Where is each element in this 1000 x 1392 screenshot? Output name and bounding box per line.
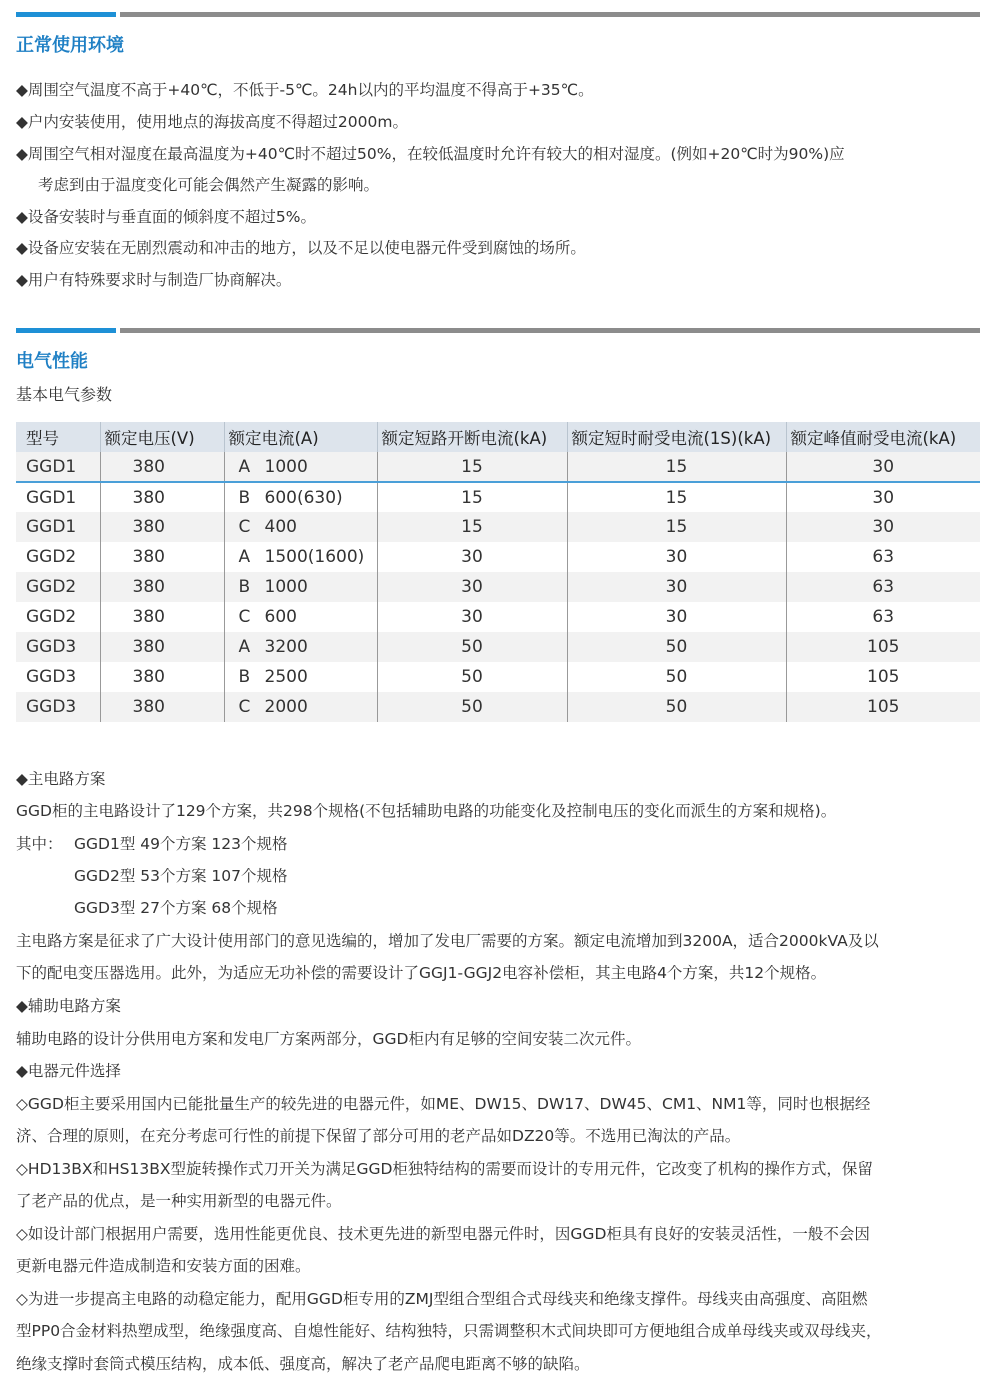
- env-item: ◆设备安装时与垂直面的倾斜度不超过5%。: [16, 208, 317, 226]
- scheme-line: GGD3型 27个方案 68个规格: [74, 899, 278, 917]
- env-item: ◆设备应安装在无剧烈震动和冲击的地方，以及不足以使电器元件受到腐蚀的场所。: [16, 239, 586, 257]
- cell-voltage: 380: [100, 692, 224, 722]
- current-value: 600: [264, 607, 297, 627]
- current-class: B: [238, 577, 251, 597]
- cell-current: [224, 542, 377, 572]
- current-value: 1000: [264, 456, 308, 477]
- aux-circuit-p: 辅助电路的设计分供用电方案和发电厂方案两部分，GGD柜内有足够的空间安装二次元件。: [16, 1030, 641, 1048]
- current-value: 400: [264, 517, 297, 537]
- table-row: [16, 512, 980, 542]
- component-p3-line2: 更新电器元件造成制造和安装方面的困难。: [16, 1257, 311, 1275]
- env-item: ◆周围空气相对湿度在最高温度为+40℃时不超过50%，在较低温度时允许有较大的相对湿度。(例如+20℃时为90%)应: [16, 145, 845, 163]
- among-label: 其中：: [16, 835, 63, 853]
- cell-model: GGD2: [16, 542, 100, 572]
- env-item: ◆周围空气温度不高于+40℃，不低于-5℃。24h以内的平均温度不得高于+35℃。: [16, 81, 594, 99]
- current-class: C: [238, 697, 251, 717]
- cell-break-current: 50: [377, 692, 567, 722]
- table-row: [16, 632, 980, 662]
- cell-model: GGD2: [16, 602, 100, 632]
- scheme-line: GGD1型 49个方案 123个规格: [74, 835, 288, 853]
- cell-break-current: 15: [377, 482, 567, 512]
- env-item: ◆户内安装使用，使用地点的海拔高度不得超过2000m。: [16, 113, 408, 131]
- component-p2-line1: ◇HD13BX和HS13BX型旋转操作式刀开关为满足GGD柜独特结构的需要而设计的专用元件，它改变了机构的操作方式，保留: [16, 1160, 873, 1178]
- cell-current: [224, 572, 377, 602]
- section-rule-elec: [16, 328, 980, 333]
- current-class: C: [238, 607, 251, 627]
- current-value: 1500(1600): [264, 547, 365, 567]
- section-title-env: 正常使用环境: [16, 35, 124, 56]
- component-p1-line1: ◇GGD柜主要采用国内已能批量生产的较先进的电器元件，如ME、DW15、DW17、DW45、CM1、NM1等，同时也根据经: [16, 1095, 871, 1113]
- params-table: [16, 422, 980, 722]
- cell-break-current: 15: [377, 512, 567, 542]
- table-row: [16, 482, 980, 512]
- main-circuit-p1: GGD柜的主电路设计了129个方案，共298个规格(不包括辅助电路的功能变化及控制电压的变化而派生的方案和规格)。: [16, 802, 837, 820]
- table-row: [16, 602, 980, 632]
- cell-current: [224, 632, 377, 662]
- main-circuit-p2-line2: 下的配电变压器选用。此外，为适应无功补偿的需要设计了GGJ1-GGJ2电容补偿柜，其主电路4个方案，共12个规格。: [16, 964, 827, 982]
- header-model: 型号: [16, 422, 100, 452]
- cell-peak-current: 105: [786, 692, 980, 722]
- cell-peak-current: 30: [786, 512, 980, 542]
- header-short-time-current: 额定短时耐受电流(1S)(kA): [567, 422, 786, 452]
- cell-model: GGD3: [16, 692, 100, 722]
- cell-short-time-current: 50: [567, 662, 786, 692]
- current-class: A: [238, 547, 251, 567]
- cell-peak-current: 105: [786, 632, 980, 662]
- cell-model: GGD2: [16, 572, 100, 602]
- cell-voltage: 380: [100, 572, 224, 602]
- cell-model: GGD3: [16, 662, 100, 692]
- table-row: [16, 542, 980, 572]
- cell-model: GGD1: [16, 482, 100, 512]
- component-p4-line3: 绝缘支撑时套筒式模压结构，成本低、强度高，解决了老产品爬电距离不够的缺陷。: [16, 1355, 590, 1373]
- current-class: A: [238, 456, 251, 477]
- component-title: ◆电器元件选择: [16, 1062, 121, 1080]
- cell-break-current: 30: [377, 572, 567, 602]
- cell-peak-current: 105: [786, 662, 980, 692]
- component-p1-line2: 济、合理的原则，在充分考虑可行性的前提下保留了部分可用的老产品如DZ20等。不选用已淘汰的产品。: [16, 1127, 741, 1145]
- env-item-cont: 考虑到由于温度变化可能会偶然产生凝露的影响。: [38, 176, 380, 194]
- cell-current: [224, 452, 377, 482]
- table-row: [16, 692, 980, 722]
- aux-circuit-title: ◆辅助电路方案: [16, 997, 121, 1015]
- cell-voltage: 380: [100, 452, 224, 482]
- current-class: C: [238, 517, 251, 537]
- cell-current: [224, 662, 377, 692]
- cell-break-current: 50: [377, 632, 567, 662]
- cell-voltage: 380: [100, 632, 224, 662]
- cell-peak-current: 30: [786, 482, 980, 512]
- current-value: 600(630): [264, 487, 343, 508]
- cell-peak-current: 63: [786, 602, 980, 632]
- current-class: B: [238, 487, 251, 508]
- cell-peak-current: 63: [786, 542, 980, 572]
- cell-short-time-current: 50: [567, 692, 786, 722]
- cell-short-time-current: 30: [567, 542, 786, 572]
- env-item: ◆用户有特殊要求时与制造厂协商解决。: [16, 271, 292, 289]
- cell-voltage: 380: [100, 662, 224, 692]
- current-value: 2000: [264, 697, 308, 717]
- component-p4-line1: ◇为进一步提高主电路的动稳定能力，配用GGD柜专用的ZMJ型组合型组合式母线夹和绝缘支撑件。母线夹由高强度、高阻燃: [16, 1290, 868, 1308]
- header-current: 额定电流(A): [224, 422, 377, 452]
- cell-current: [224, 482, 377, 512]
- cell-model: GGD1: [16, 512, 100, 542]
- current-value: 2500: [264, 667, 308, 687]
- current-class: B: [238, 667, 251, 687]
- table-row: [16, 452, 980, 482]
- table-row: [16, 572, 980, 602]
- scheme-line: GGD2型 53个方案 107个规格: [74, 867, 288, 885]
- cell-short-time-current: 30: [567, 572, 786, 602]
- header-break-current: 额定短路开断电流(kA): [377, 422, 567, 452]
- table-header-row: [16, 422, 980, 452]
- cell-short-time-current: 15: [567, 512, 786, 542]
- main-circuit-p2-line1: 主电路方案是征求了广大设计使用部门的意见选编的，增加了发电厂需要的方案。额定电流增加到3200A，适合2000kVA及以: [16, 932, 879, 950]
- cell-current: [224, 602, 377, 632]
- section-title-elec: 电气性能: [16, 351, 88, 372]
- header-peak-current: 额定峰值耐受电流(kA): [786, 422, 980, 452]
- cell-voltage: 380: [100, 542, 224, 572]
- cell-current: [224, 692, 377, 722]
- section-rule-env: [16, 12, 980, 17]
- cell-break-current: 50: [377, 662, 567, 692]
- current-class: A: [238, 637, 251, 657]
- cell-break-current: 15: [377, 452, 567, 482]
- cell-short-time-current: 30: [567, 602, 786, 632]
- cell-model: GGD1: [16, 452, 100, 482]
- cell-voltage: 380: [100, 602, 224, 632]
- cell-voltage: 380: [100, 482, 224, 512]
- table-subtitle: 基本电气参数: [16, 385, 113, 404]
- cell-short-time-current: 50: [567, 632, 786, 662]
- cell-current: [224, 512, 377, 542]
- cell-peak-current: 63: [786, 572, 980, 602]
- table-row: [16, 662, 980, 692]
- main-circuit-title: ◆主电路方案: [16, 770, 106, 788]
- header-voltage: 额定电压(V): [100, 422, 224, 452]
- cell-break-current: 30: [377, 542, 567, 572]
- component-p2-line2: 了老产品的优点，是一种实用新型的电器元件。: [16, 1192, 342, 1210]
- cell-break-current: 30: [377, 602, 567, 632]
- component-p4-line2: 型PP0合金材料热塑成型，绝缘强度高、自熄性能好、结构独特，只需调整积木式间块即可方便地组合成单母线夹或双母线夹，: [16, 1322, 882, 1340]
- cell-model: GGD3: [16, 632, 100, 662]
- cell-peak-current: 30: [786, 452, 980, 482]
- cell-short-time-current: 15: [567, 482, 786, 512]
- current-value: 1000: [264, 577, 308, 597]
- current-value: 3200: [264, 637, 308, 657]
- cell-voltage: 380: [100, 512, 224, 542]
- component-p3-line1: ◇如设计部门根据用户需要，选用性能更优良、技术更先进的新型电器元件时，因GGD柜具有良好的安装灵活性，一般不会因: [16, 1225, 870, 1243]
- cell-short-time-current: 15: [567, 452, 786, 482]
